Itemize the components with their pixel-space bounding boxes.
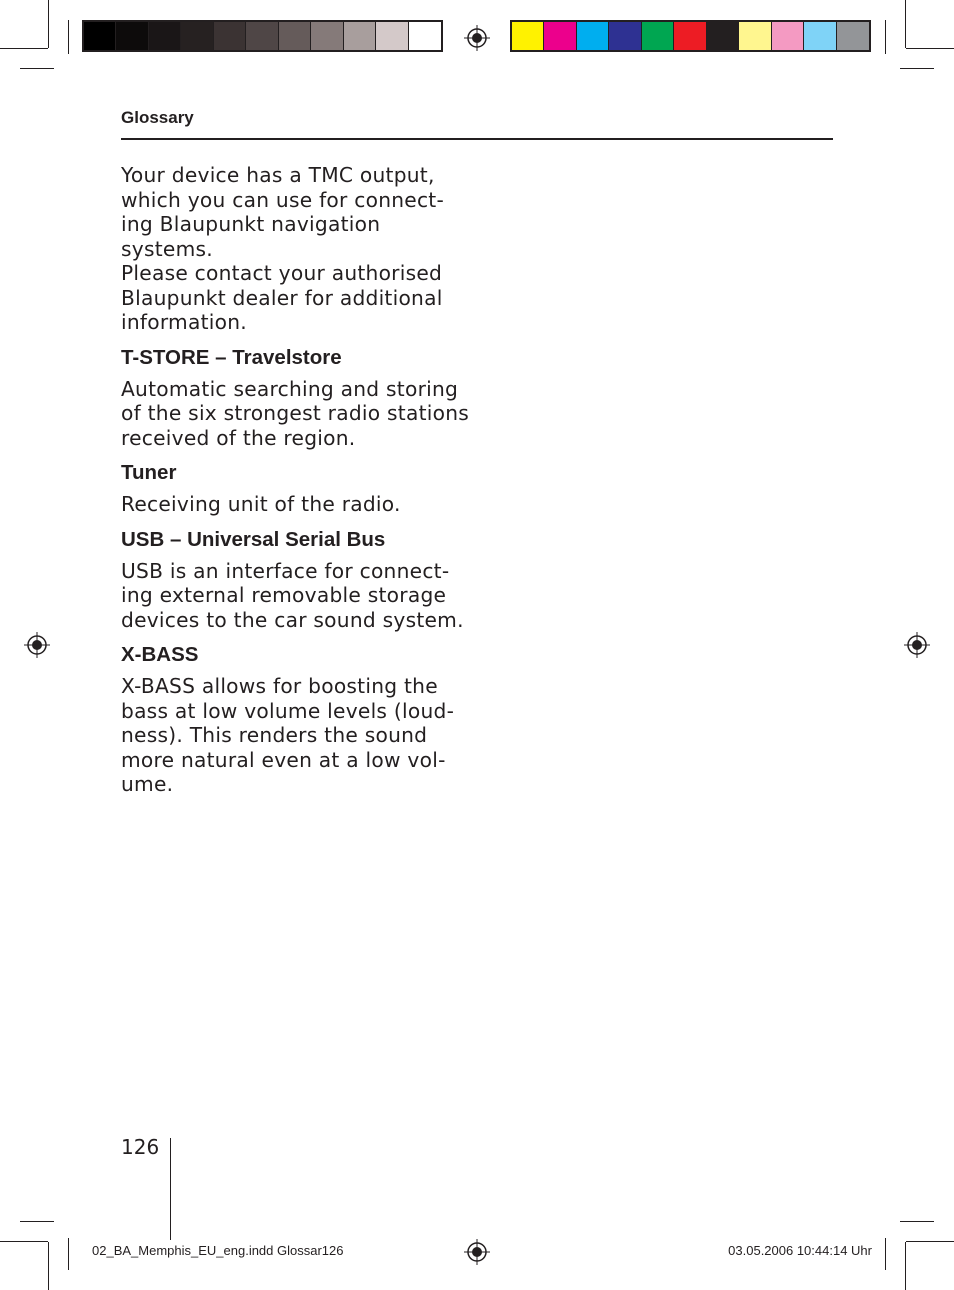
color-swatch [837,22,869,50]
color-swatch [149,22,181,50]
registration-mark-icon [24,632,50,658]
color-calibration-bar [510,20,871,52]
crop-mark [905,1242,906,1290]
crop-mark [0,1241,48,1242]
color-swatch [311,22,343,50]
crop-mark [885,1238,886,1270]
crop-mark [885,20,886,54]
page-number-divider [170,1138,171,1240]
glossary-entry [121,527,471,633]
color-swatch [609,22,641,50]
color-swatch [409,22,441,50]
color-swatch [84,22,116,50]
color-swatch [376,22,408,50]
intro-paragraph: Your device has a TMC output, which you can use for connect- ing Blaupunkt navigation systems. Please contact your authorised Blaupunkt dealer for additional information. [121,163,444,334]
color-swatch [772,22,804,50]
glossary-definition: Receiving unit of the radio. [121,492,401,516]
registration-mark-icon [464,25,490,51]
page-number: 126 [121,1135,160,1159]
glossary-term: T-STORE – Travelstore [121,345,342,369]
crop-mark [48,1242,49,1290]
registration-mark-icon [464,1239,490,1265]
color-swatch [246,22,278,50]
glossary-definition: X-BASS allows for boosting the bass at low volume levels (loud- ness). This renders the sound more natural even at a low vol- ume. [121,674,455,796]
color-swatch [577,22,609,50]
crop-mark [48,0,49,48]
color-swatch [512,22,544,50]
color-swatch [804,22,836,50]
glossary-definition: USB is an interface for connect- ing external removable storage devices to the car sound system. [121,558,464,632]
glossary-content [121,163,471,797]
glossary-term: USB – Universal Serial Bus [121,527,386,551]
glossary-term: X-BASS [121,643,199,666]
color-swatch [642,22,674,50]
crop-mark [68,20,69,54]
color-swatch [279,22,311,50]
crop-mark [900,1221,934,1222]
registration-mark-icon [904,632,930,658]
glossary-entry [121,642,471,797]
color-swatch [674,22,706,50]
color-swatch [181,22,213,50]
section-title: Glossary [121,108,194,127]
color-swatch [739,22,771,50]
print-slug-timestamp: 03.05.2006 10:44:14 Uhr [728,1243,872,1258]
color-swatch [544,22,576,50]
crop-mark [906,48,954,49]
color-swatch [344,22,376,50]
crop-mark [900,68,934,69]
color-swatch [116,22,148,50]
crop-mark [20,68,54,69]
crop-mark [905,0,906,48]
print-slug-filename: 02_BA_Memphis_EU_eng.indd Glossar126 [92,1243,344,1258]
crop-mark [0,48,48,49]
grayscale-calibration-bar [82,20,443,52]
crop-mark [906,1241,954,1242]
glossary-term: Tuner [121,461,177,484]
color-swatch [707,22,739,50]
header-divider [121,138,833,140]
crop-mark [68,1238,69,1270]
crop-mark [20,1221,54,1222]
glossary-entry [121,460,471,517]
glossary-definition: Automatic searching and storing of the six strongest radio stations received of the region. [121,376,470,450]
color-swatch [214,22,246,50]
glossary-entry [121,345,471,451]
